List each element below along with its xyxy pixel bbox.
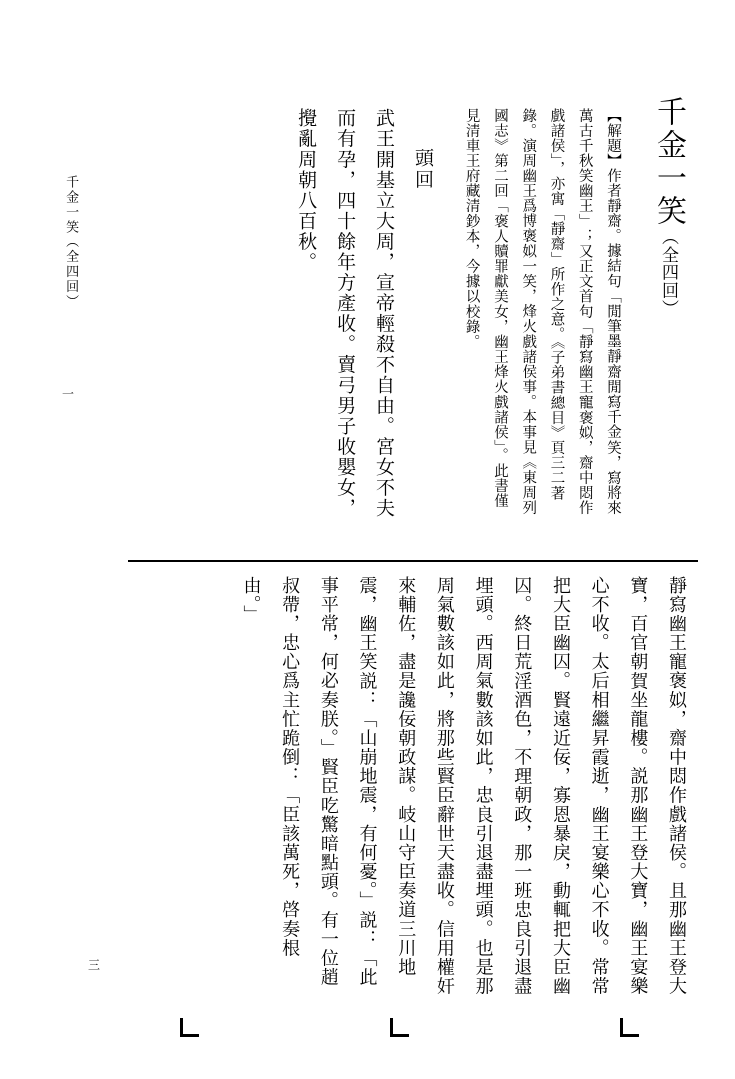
prose-line: 且那幽王登大寶， — [627, 576, 687, 996]
running-head: 千金一笑（全四回） — [63, 175, 79, 310]
jieti-line: 此書僅見清車王府藏清鈔本，今據以校錄。 — [463, 108, 508, 508]
prose-line: 幽王宴樂心不收。 — [588, 576, 649, 996]
section-heading: 頭回 — [412, 148, 434, 191]
jieti-line: 笑，寫將來萬古千秋笑幽王」；又正文首句「靜寫幽王寵 — [576, 108, 621, 516]
prose-line: 有一位趙叔帶， — [279, 576, 339, 987]
prose-line: 太后相繼昇霞逝， — [588, 652, 610, 805]
bottom-section — [0, 566, 735, 1079]
jieti-line: 褒姒，齋中悶作戲諸侯」，亦寓「靜齋」所作之意。 — [548, 108, 593, 516]
poem-line: 賣弓男子收嬰女， — [334, 354, 357, 519]
prose-line: 將那些賢臣辭世天盡收。 — [433, 709, 455, 920]
title-subtitle: （全四回） — [658, 228, 678, 318]
prose-line: 幽王笑説：「山崩地震，有何憂。」 — [356, 614, 378, 911]
prose-line: 終日荒淫酒色，不理朝政， — [511, 614, 533, 844]
folio-number-bottom: 三 — [88, 958, 101, 972]
prose-line: 盡是讒佞朝政謀。 — [395, 652, 417, 805]
prose-line: 動輒把大臣幽囚。 — [511, 576, 571, 996]
jieti-line: 演周幽王爲博褒姒一笑，烽火戲諸侯事。本事見《東 — [520, 138, 537, 486]
prose-line: 忠心爲主忙跪倒：「臣該萬死，啓奏根由。」 — [240, 576, 301, 958]
prose-line: 那一班忠良引退盡埋頭。 — [472, 576, 533, 996]
prose-line: 説：「此事平常，何必奏朕。」 — [317, 576, 378, 987]
folio-number-top: 一 — [62, 387, 75, 401]
prose-line: 齋中悶作戲諸侯。 — [666, 728, 687, 882]
prose-line: 常常把大臣幽囚。 — [549, 576, 610, 996]
jieti-line: 周列國志》第二回「褒人贖罪獻美女，幽王烽火戲諸侯」。 — [491, 108, 537, 516]
prose-line: 幽王宴樂心不收。 — [588, 804, 610, 958]
prose-line: 西周氣數該如此， — [472, 633, 494, 786]
poem-line: 武王開基立大周， — [373, 108, 395, 273]
poem-line: 宮女不夫而有孕， — [334, 108, 395, 519]
section-divider — [128, 560, 698, 562]
jieti-line: 作者靜齋。據結句「閒筆墨靜齋閒寫千金 — [605, 168, 621, 440]
prose-line: 百官朝賀坐龍樓。 — [627, 614, 649, 767]
title-main: 千金一笑 — [651, 96, 686, 228]
prose-line: 賢臣吃驚暗點頭。 — [317, 757, 339, 911]
prose-line: 靜寫幽王寵褒姒， — [666, 576, 687, 729]
page-title — [645, 96, 692, 396]
poem-top — [286, 108, 403, 528]
crop-mark-icon — [390, 1018, 409, 1037]
poem-line: 四十餘年方產收。 — [334, 190, 357, 355]
prose-line: 説那幽王登大寶， — [627, 766, 649, 920]
prose-line: 忠良引退盡埋頭。 — [472, 785, 494, 939]
poem-line: 宣帝輕殺不自由。 — [373, 272, 395, 437]
poem-line: 攪亂周朝八百秋。 — [295, 108, 318, 273]
jieti-label: 【解題】 — [605, 108, 621, 169]
crop-mark-icon — [180, 1018, 199, 1037]
prose-line: 賢遠近佞，寡恩暴戾， — [549, 690, 571, 882]
jieti-line: 《子弟書總目》頁三二著錄。 — [520, 108, 565, 501]
prose-line: 也是那周氣數該如此， — [433, 576, 494, 996]
prose-line: 岐山守臣奏道三川地震， — [356, 576, 417, 977]
jieti-annotation — [457, 108, 627, 518]
crop-mark-icon — [620, 1018, 639, 1037]
prose-body — [231, 576, 695, 996]
prose-line: 信用權奸來輔佐， — [395, 576, 455, 996]
